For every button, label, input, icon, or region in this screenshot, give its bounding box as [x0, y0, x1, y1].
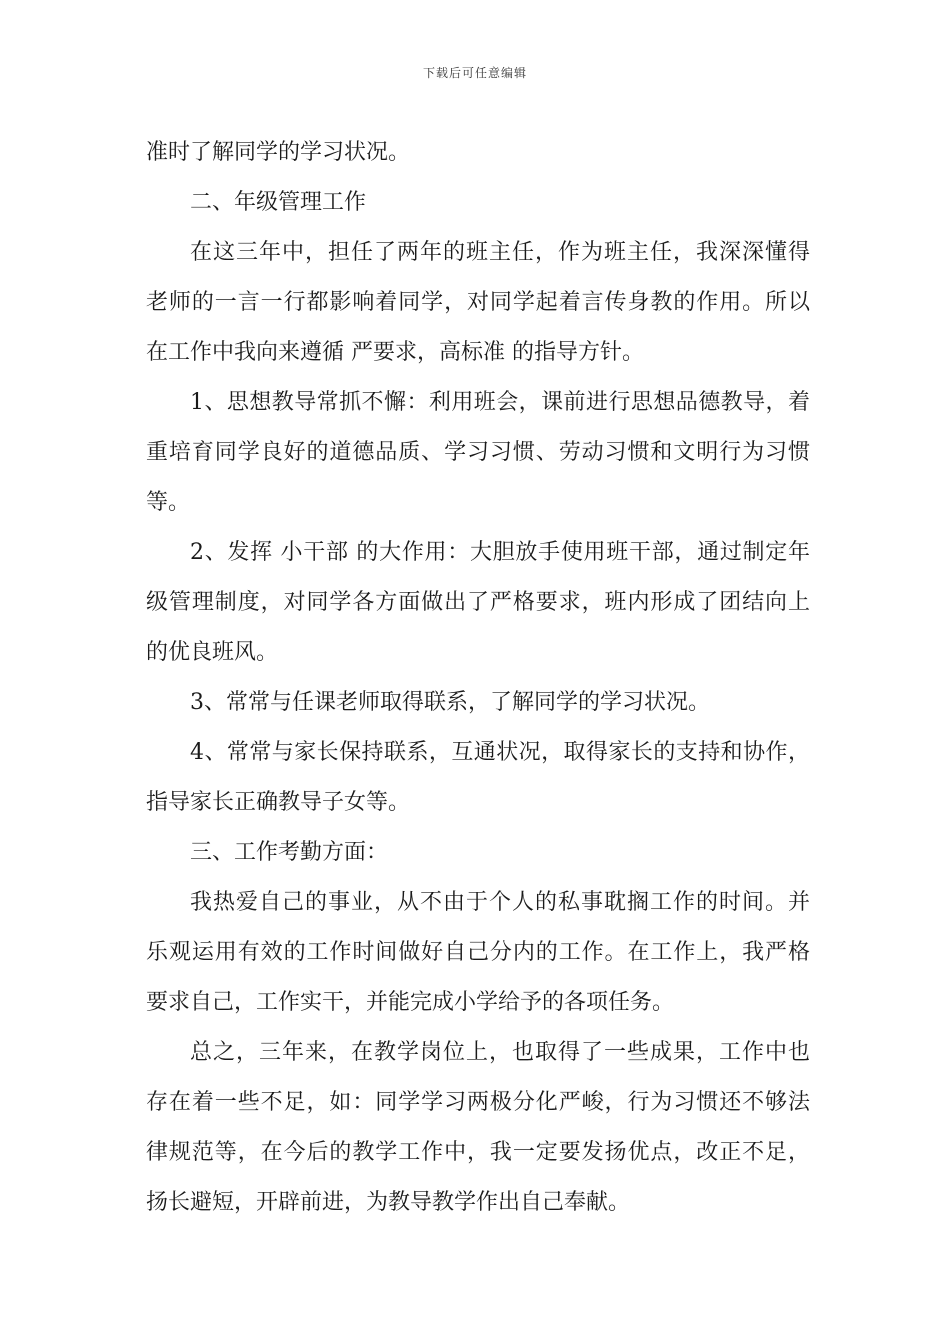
text-line: 三、工作考勤方面：	[190, 840, 389, 865]
text-line: 老师的一言一行都影响着同学，对同学起着言传身教的作用。所以	[146, 290, 810, 315]
text-line: 的优良班风。	[146, 640, 279, 665]
text-line: 准时了解同学的学习状况。	[146, 140, 411, 165]
text-line: 要求自己，工作实干，并能完成小学给予的各项任务。	[146, 990, 675, 1015]
text-line: 3、常常与任课老师取得联系，了解同学的学习状况。	[190, 690, 710, 715]
text-line: 总之，三年来，在教学岗位上，也取得了一些成果，工作中也	[190, 1040, 810, 1065]
text-line: 级管理制度，对同学各方面做出了严格要求，班内形成了团结向上	[146, 590, 810, 615]
text-line: 存在着一些不足，如：同学学习两极分化严峻，行为习惯还不够法	[146, 1090, 810, 1115]
text-line: 重培育同学良好的道德品质、学习习惯、劳动习惯和文明行为习惯	[146, 440, 810, 465]
text-line: 我热爱自己的事业，从不由于个人的私事耽搁工作的时间。并	[190, 890, 810, 915]
text-line: 乐观运用有效的工作时间做好自己分内的工作。在工作上，我严格	[146, 940, 810, 965]
text-line: 指导家长正确教导子女等。	[146, 790, 411, 815]
text-line: 律规范等，在今后的教学工作中，我一定要发扬优点，改正不足，	[146, 1140, 810, 1165]
text-line: 在这三年中，担任了两年的班主任，作为班主任，我深深懂得	[190, 240, 810, 265]
text-line: 4、常常与家长保持联系，互通状况，取得家长的支持和协作，	[190, 740, 810, 765]
body-text	[146, 128, 810, 1228]
text-line: 在工作中我向来遵循 严要求，高标准 的指导方针。	[146, 340, 644, 365]
page-header: 下载后可任意编辑	[422, 66, 527, 80]
text-line: 1、思想教导常抓不懈：利用班会，课前进行思想品德教导，着	[190, 390, 810, 415]
text-line: 扬长避短，开辟前进，为教导教学作出自己奉献。	[146, 1190, 631, 1215]
text-line: 2、发挥 小干部 的大作用：大胆放手使用班干部，通过制定年	[190, 540, 810, 565]
text-line: 等。	[146, 490, 191, 515]
text-line: 二、年级管理工作	[190, 190, 367, 215]
